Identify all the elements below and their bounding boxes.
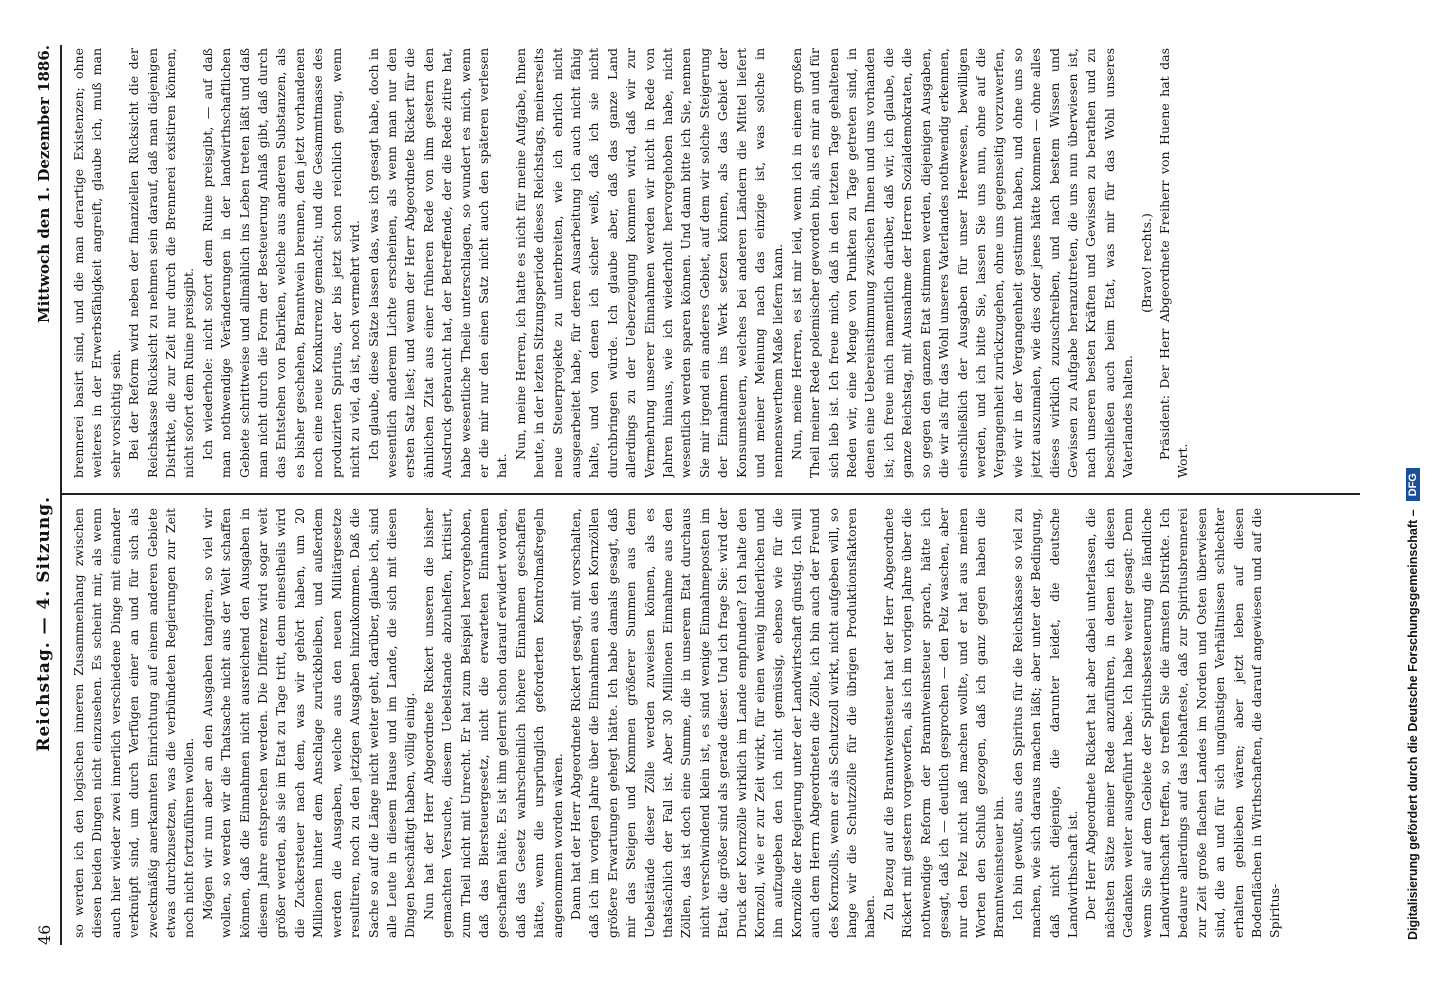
- page-number: 46: [34, 924, 54, 945]
- paragraph: Mögen wir nun aber an den Ausgaben tangiren, so viel wir wollen, so werden wir die Thatsache nicht aus der Welt schaffen können, daß die Einnahmen nicht ausreichend den Ausgaben in diesem Jahre entsprechen werden. Die Differenz wird sogar weit größer werden, als sie im Etat zu Tage tritt, denn einestheils wird die Zuckersteuer nach dem, was wir gehört haben, um 20 Millionen hinter dem Anschlage zurückbleiben, und außerdem werden die Ausgaben, welche aus den neuen Militärgesetze resultiren, noch zu den jetzigen Ausgaben hinzukommen. Daß die Sache so auf die Länge nicht weiter geht, darüber, glaube ich, sind alle Leute in diesem Hause und im Lande, die sich mit diesen Dingen beschäftigt haben, völlig einig.: [199, 508, 418, 938]
- paragraph: Nun hat der Herr Abgeordnete Rickert unseren die bisher gemachten Versuche, diesem Uebelstande abzuhelfen, kritisirt, zum Theil nicht mit Unrecht. Er hat zum Beispiel hervorgehoben, daß das Biersteuergesetz, nicht die erwarteten Einnahmen geschaffen hätte. Es ist ihm gelernt schon darauf erwidert worden, daß das Gesetz wahrscheinlich höhere Einnahmen geschaffen hätte, wenn die ursprünglich geforderten Kontrolmaßregeln angenommen worden wären.: [420, 508, 565, 938]
- page-header: [30, 45, 58, 945]
- paragraph: brennerei basirt sind, und die man derartige Existenzen; ohne weiteres in der Erwerbsfähigkeit angreift, glaube ich, muß man sehr vorsichtig sein.: [71, 48, 123, 478]
- paragraph: Ich wiederhole: nicht sofort dem Ruine preisgibt, — auf daß man nothwendige Veränderungen in der landwirthschaftlichen Gebiete schrittweise und allmählich ins Leben treten läßt und daß man nicht durch die Form der Besteuerung Anlaß gibt, daß durch das Entstehen von Fabriken, welche aus anderen Substanzen, als es bisher geschehen, Branntwein brennen, den jetzt vorhandenen noch eine neue Konkurrenz gemacht; und die Gesammtmasse des produzirten Spiritus, der bis jetzt schon reichlich genug, wenn nicht zu viel, da ist, noch vermehrt wird.: [199, 48, 363, 478]
- page-title: Reichstag. — 4. Sitzung.: [34, 496, 54, 752]
- paragraph: Nun, meine Herren, es ist mir leid, wenn ich in einem großen Theil meiner Rede polemischer geworden bin, als es mir an und für sich lieb ist. Ich freue mich, daß in den letzten Tage gehaltenen Reden wir, eine Menge von Punkten zu Tage getreten sind, in denen eine Uebereinstimmung zwischen Ihnen und uns vorhanden ist; ich freue mich namentlich darüber, daß wir, ich glaube, die ganze Reichstag, mit Ausnahme der Herren Sozialdemokraten, die so gegen den ganzen Etat stimmen werden, diejenigen Ausgaben, die wir als für das Wohl unseres Vaterlandes nothwendig erkennen, einschließlich der Ausgaben für unser Heerwesen, bewilligen werden, und ich bitte Sie, lassen Sie uns nun, ohne auf die Vergangenheit zurückzugehen, ohne uns gegenseitig vorzuwerfen, wie wir in der Vergangenheit gestimmt haben, und ohne uns so jetzt auszumalen, wie dies oder jenes hätte kommen — ohne alles dieses wirklich zuzuschreiben, und nach bestem Wissen und Gewissen zu Aufgabe heranzutreten, die uns nun überwiesen ist, nach unseren besten Kräften und Gewissen zu berathen und zu beschließen auch beim Etat, was mir für das Wohl unseres Vaterlandes halten.: [788, 48, 1136, 478]
- dfg-logo: DFG: [1406, 468, 1420, 501]
- applause-note: (Bravo! rechts.): [1138, 213, 1154, 313]
- paragraph: Nun, meine Herren, ich hatte es nicht für meine Aufgabe, Ihnen heute, in der lezten Sitzungsperiode dieses Reichstags, meinerseits neue Steuerprojekte zu unterbreiten, wie ich ehrlich nicht ausgearbeitet habe, für deren Ausarbeitung ich auch nicht fähig halte, und von denen ich sicher weiß, daß ich sie nicht durchbringen würde. Ich glaube aber, daß das ganze Land allerdings zu der Ueberzeugung kommen wird, daß wir zur Vermehrung unserer Einnahmen werden wir nicht in Rede von Jahren hinaus, wie ich wiederholt hervorgehoben habe, nicht wesentlich werden sparen können. Und dann bitte ich Sie, nennen Sie mir irgend ein anderes Gebiet, auf dem wir solche Steigerung der Einnahmen ins Werk setzen können, als das Gebiet der Konsumsteuern, welches bei anderen Ländern die Mittel liefert und meiner Meinung nach das einzige ist, was solche in nennenswerthem Maße liefern kann.: [512, 48, 786, 478]
- column-divider: [60, 493, 1360, 495]
- footer-text: Digitalisierung gefördert durch die Deutsche Forschungsgemeinschaft –: [1406, 509, 1420, 940]
- right-column: [70, 48, 1360, 478]
- paragraph: Ich glaube, diese Sätze lassen das, was ich gesagt habe, doch in wesentlich anderem Lichte erscheinen, als wenn man nur den ersten Satz liest; und wenn der Herr Abgeordnete Rickert für die ähnlichen Zitat aus einer früheren Rede von ihm gestern den Ausdruck gebraucht hat, der Betreffende, der die Rede zitire hat, habe wesentliche Theile unterschlagen, so wundert es mich, wenn er die mir nur den einen Satz nicht auch den späteren verlesen hat.: [365, 48, 510, 478]
- paragraph: Dann hat der Herr Abgeordnete Rickert gesagt, mit vorschalten, daß ich im vorigen Jahre über die Einnahmen aus den Kornzöllen größere Erwartungen gehegt hätte. Ich habe damals gesagt, daß mir das Steigen und Kommen größerer Summen aus dem Uebelstände dieser Zölle werden zuweisen können, als es thatsächlich der Fall ist. Aber 30 Millionen Einnahme aus den Zöllen, das ist doch eine Summe, die in unserem Etat durchaus nicht verschwindend klein ist, es sind wenige Einnahmeposten im Etat, die größer sind als gerade dieser. Und ich frage Sie: wird der Druck der Kornzölle wirklich im Lande empfunden? Ich halte den Kornzoll, wie er zur Zeit wirkt, für einen wenig hinderlichen und ihn aufzugeben den ich nicht gemüssig, ebenso wie für die Kornzölle der Regierung unter der Landwirtschaft günstig. Ich will auch dem Herrn Abgeordneten die Zölle, ich bin auch der Freund des Kornzolls, wenn er als Schutzzoll wirkt, nicht aufgeben will, so lange wir die Schutzzölle für die übrigen Produktionsfaktoren haben.: [567, 508, 878, 938]
- president-line: Präsident: Der Herr Abgeordnete Freiherr von Huene hat das Wort.: [1156, 48, 1191, 478]
- header-rule: [60, 45, 62, 945]
- page-date: Mittwoch den 1. Dezember 1886.: [35, 45, 53, 324]
- paragraph: Der Herr Abgeordnete Rickert hat aber dabei unterlassen, die nächsten Sätze meiner Rede anzuführen, in denen ich diesen Gedanken weiter ausgeführt habe. Ich habe weiter gesagt: Denn wenn Sie auf dem Gebiete der Spiritusbesteuerung die ländliche Landwirthschaft treffen, so treffen Sie die ärmsten Distrikte. Ich bedaure allerdings auf das lebhafteste, daß zur Spiritusbrennerei zur Zeit große flachen Landes im Norden und Osten überwiesen sind, die an und für sich ungünstigen Verhältnissen schlechter erhalten geblieben wären; aber jetzt leben auf diesen Bodenflächen in Wirthschaften, die darauf angewiesen und auf die Spiritus-: [1083, 508, 1283, 938]
- digitization-footer: [1398, 40, 1428, 940]
- paragraph: Ich bin gewußt, aus den Spiritus für die Reichskasse so viel zu machen, wie sich daraus machen läßt; aber unter der Bedingung, daß nicht diejenige, die darunter leidet, die deutsche Landwirthschaft ist.: [1009, 508, 1080, 938]
- paragraph: Bei der Reform wird neben der finanziellen Rücksicht die der Reichskasse Rücksicht zu nehmen sein darauf, daß man diejenigen Distrikte, die zur Zeit nur durch die Brennerei existiren können, nicht sofort dem Ruine preisgibt.: [126, 48, 197, 478]
- left-column: [70, 508, 1360, 938]
- paragraph: so werden ich den logischen inneren Zusammenhang zwischen diesen beiden Dingen nicht einzusehen. Es scheint mir, als wenn auch hier wieder zwei innerlich verschiedene Dinge mit einander verknüpft sind, um durch Verfügen einer an und für sich als zweckmäßig anerkannten Einrichtung auf einem anderen Gebiete etwas durchzusetzen, was die verbündeten Regierungen zur Zeit noch nicht fortzuführen wollen.: [71, 508, 197, 938]
- paragraph: Zu Bezug auf die Branntweinsteuer hat der Herr Abgeordnete Rickert mit gestern vorgeworfen, als ich im vorigen Jahre über die nothwendige Reform der Branntweinsteuer sprach, hätte ich gesagt, daß ich — deutlich gesprochen — den Pelz waschen, aber nur den Pelz nicht naß machen wollte, und er hat aus meinen Worten den Schluß gezogen, daß ich ganz gegen haben die Branntweinsteuer bin.: [880, 508, 1007, 938]
